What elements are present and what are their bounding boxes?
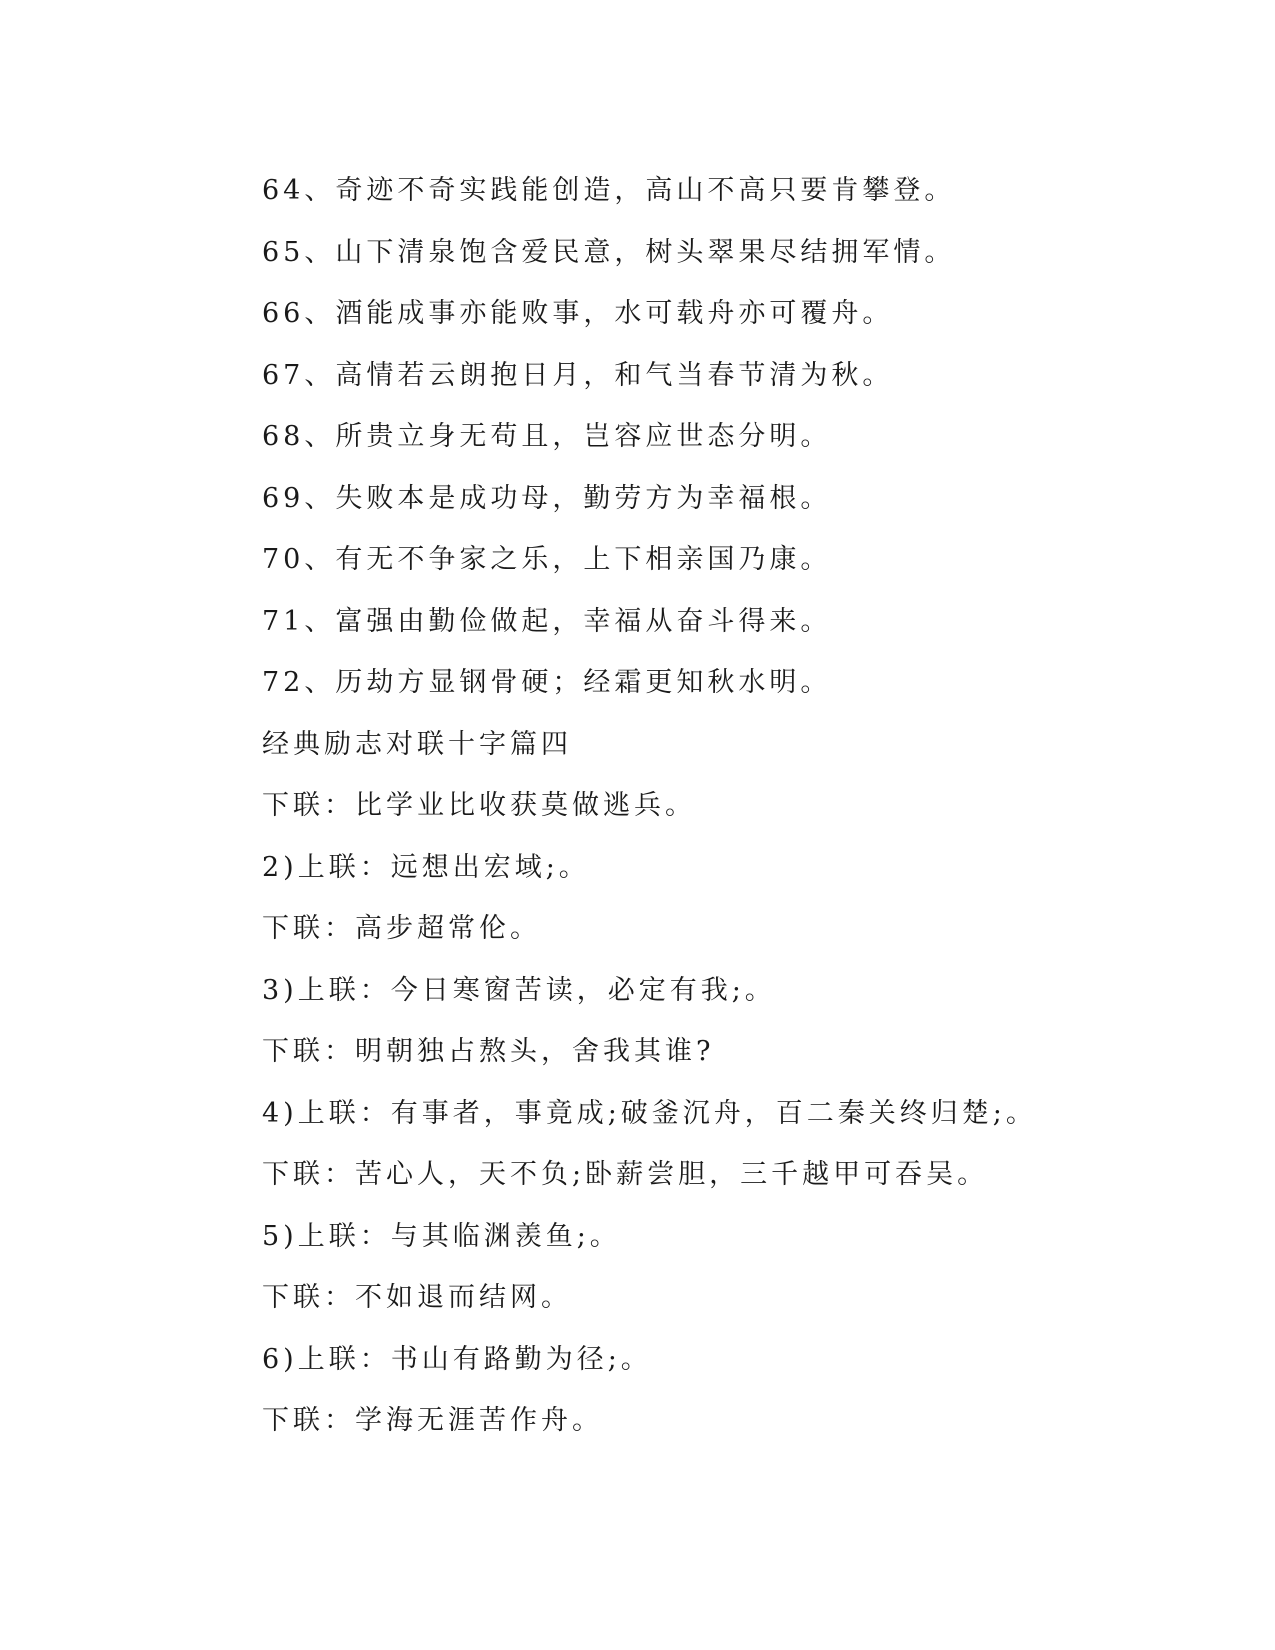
- couplet-upper-6: 6)上联：书山有路勤为径;。: [262, 1343, 652, 1375]
- document-body: [262, 160, 1222, 1452]
- couplet-lower-3: 下联：明朝独占熬头，舍我其谁?: [262, 1036, 715, 1067]
- couplet-line-69: 69、失败本是成功母，勤劳方为幸福根。: [262, 482, 832, 514]
- couplet-line-67: 67、高情若云朗抱日月，和气当春节清为秋。: [262, 359, 894, 391]
- couplet-lower-2: 下联：高步超常伦。: [262, 913, 541, 944]
- couplet-upper-4: 4)上联：有事者，事竟成;破釜沉舟，百二秦关终归楚;。: [262, 1097, 1037, 1129]
- couplet-lower-1: 下联：比学业比收获莫做逃兵。: [262, 790, 696, 821]
- couplet-upper-5: 5)上联：与其临渊羡鱼;。: [262, 1220, 621, 1252]
- couplet-line-65: 65、山下清泉饱含爱民意，树头翠果尽结拥军情。: [262, 236, 956, 268]
- couplet-line-72: 72、历劫方显钢骨硬；经霜更知秋水明。: [262, 667, 832, 698]
- couplet-upper-3: 3)上联：今日寒窗苦读，必定有我;。: [262, 974, 776, 1006]
- couplet-line-71: 71、富强由勤俭做起，幸福从奋斗得来。: [262, 605, 832, 637]
- section-heading: 经典励志对联十字篇四: [262, 728, 572, 760]
- couplet-line-68: 68、所贵立身无苟且，岂容应世态分明。: [262, 421, 832, 452]
- couplet-lower-6: 下联：学海无涯苦作舟。: [262, 1405, 603, 1436]
- couplet-line-64: 64、奇迹不奇实践能创造，高山不高只要肯攀登。: [262, 175, 956, 206]
- couplet-lower-5: 下联：不如退而结网。: [262, 1282, 572, 1313]
- couplet-line-70: 70、有无不争家之乐，上下相亲国乃康。: [262, 544, 832, 575]
- couplet-upper-2: 2)上联：远想出宏域;。: [262, 851, 590, 883]
- couplet-line-66: 66、酒能成事亦能败事，水可载舟亦可覆舟。: [262, 298, 894, 329]
- couplet-lower-4: 下联：苦心人，天不负;卧薪尝胆，三千越甲可吞吴。: [262, 1159, 989, 1190]
